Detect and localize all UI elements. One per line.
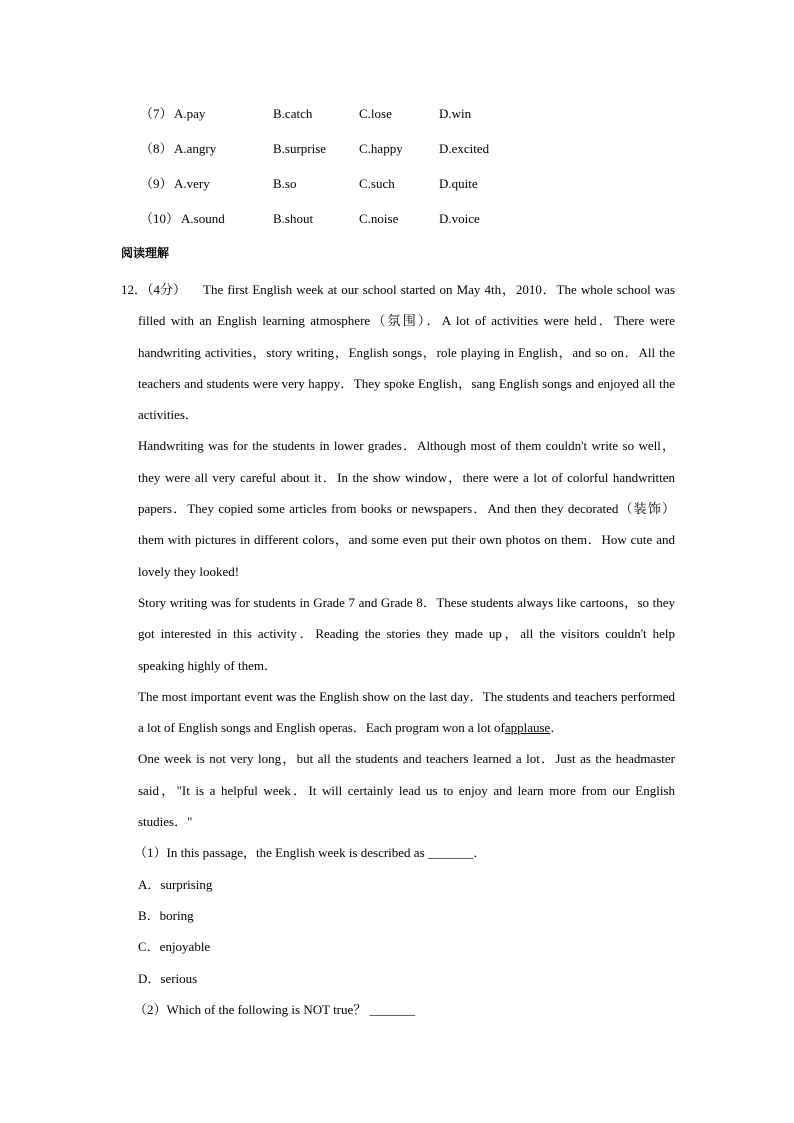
sub-question-stem: （2）Which of the following is NOT true？ _______ bbox=[134, 1001, 416, 1017]
option-c: C.noise bbox=[359, 211, 399, 226]
option-b: B.catch bbox=[273, 106, 313, 121]
option-number: （7） bbox=[140, 106, 173, 121]
option-a: A.angry bbox=[174, 141, 217, 156]
option-a: A.sound bbox=[181, 211, 225, 226]
option-b: B.so bbox=[273, 176, 297, 191]
passage-paragraph-1: The first English week at our school started on May 4th，2010．The whole school was filled with an English learning atmosphere（氛围）．A lot of activities were held．There were handwriting activities，story writing，English songs，role playing in English，and so on．All the teachers and students were very happy．They spoke English，sang English songs and enjoyed all the activities． bbox=[138, 282, 676, 423]
passage-paragraph-5: One week is not very long，but all the students and teachers learned a lot．Just as the headmaster said，"It is a helpful week．It will certainly lead us to enjoy and learn more from our English studies．" bbox=[138, 751, 675, 830]
option-b: B.surprise bbox=[273, 141, 327, 156]
option-d: D.win bbox=[439, 106, 472, 121]
sub-question-1 bbox=[134, 837, 675, 993]
paragraph-end: ． bbox=[550, 720, 564, 736]
option-a: A.pay bbox=[174, 106, 206, 121]
passage-paragraph-2: Handwriting was for the students in lower grades．Although most of them couldn't write so well，they were all very careful about it．In the show window，there were a lot of colorful handwritten papers．They copied some articles from books or newspapers．And then they decorated（装饰）them with pictures in different colors，and some even put their own photos on them．How cute and lovely they looked! bbox=[138, 438, 675, 579]
option-number: （8） bbox=[140, 141, 173, 156]
passage-paragraph-4 bbox=[138, 681, 675, 744]
choice-b: B．boring bbox=[138, 907, 194, 923]
choice-d: D．serious bbox=[138, 970, 198, 986]
underlined-word: applause bbox=[504, 720, 551, 736]
sub-question-2 bbox=[134, 994, 675, 1025]
option-number: （9） bbox=[140, 176, 173, 191]
choice-a: A．surprising bbox=[138, 876, 213, 892]
sub-question-stem: （1）In this passage，the English week is described as _______． bbox=[134, 845, 487, 861]
option-number: （10） bbox=[140, 211, 180, 226]
paragraph-text: The most important event was the English show on the last day．The students and teachers performed a lot of English songs and English operas．Each program won a lot of bbox=[138, 688, 675, 736]
option-d: D.voice bbox=[439, 211, 480, 226]
passage-paragraph-3: Story writing was for students in Grade 7 and Grade 8．These students always like cartoons，so they got interested in this activity．Reading the stories they made up，all the visitors couldn't help speaking highly of them． bbox=[138, 594, 675, 673]
option-c: C.such bbox=[359, 176, 395, 191]
option-d: D.quite bbox=[439, 176, 478, 191]
option-d: D.excited bbox=[439, 141, 490, 156]
option-c: C.lose bbox=[359, 106, 392, 121]
question-body bbox=[134, 274, 676, 1025]
option-c: C.happy bbox=[359, 141, 403, 156]
option-a: A.very bbox=[174, 176, 210, 191]
section-title: 阅读理解 bbox=[121, 246, 170, 260]
choice-c: C．enjoyable bbox=[138, 939, 211, 955]
question-number: 12．（4分） bbox=[121, 282, 187, 297]
option-b: B.shout bbox=[273, 211, 314, 226]
